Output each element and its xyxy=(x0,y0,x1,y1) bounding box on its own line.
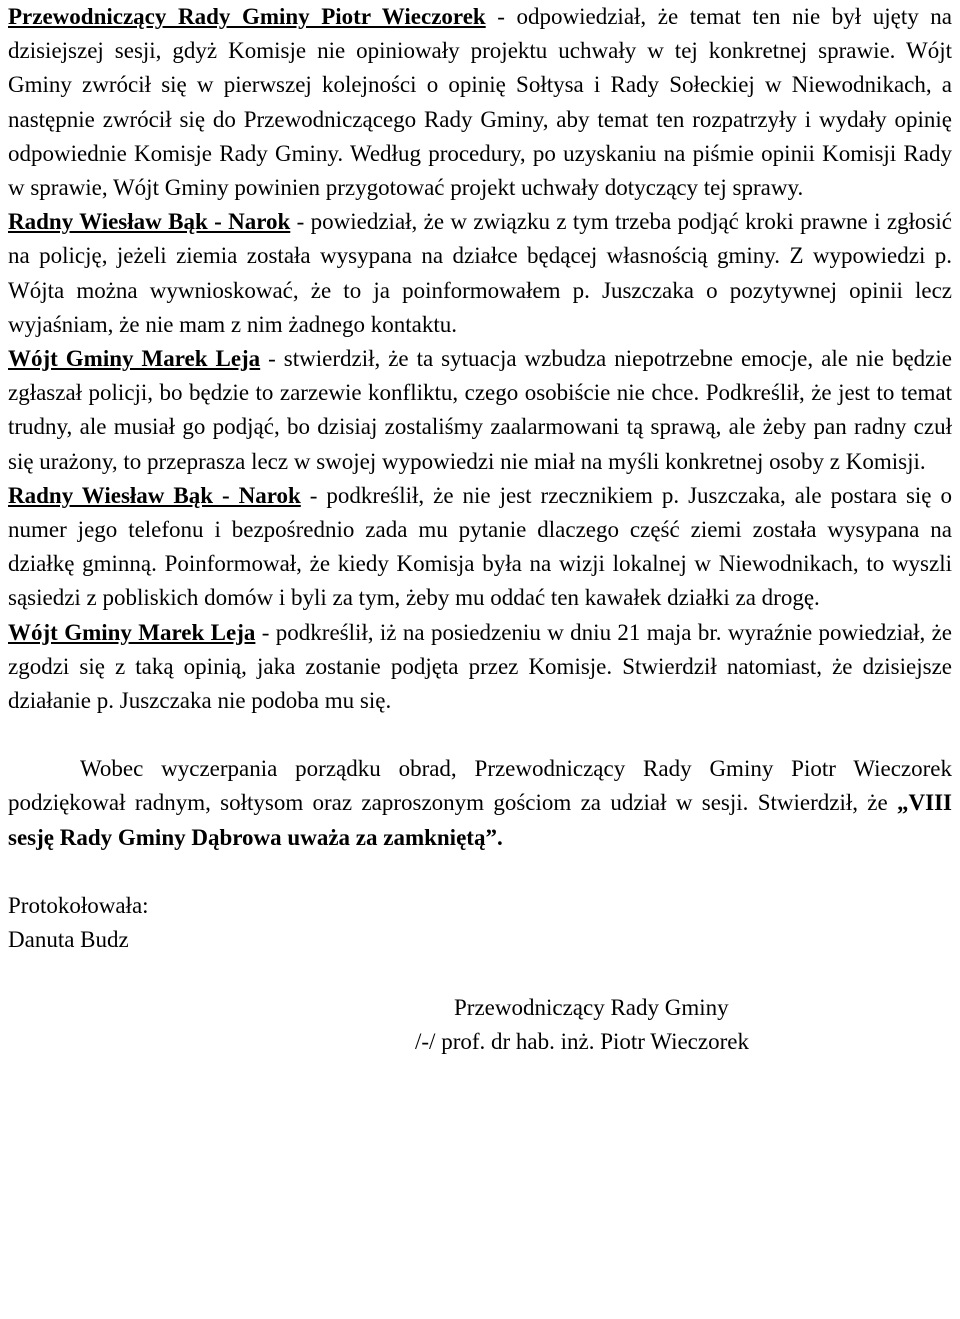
statement-text: - powiedział, że w związku z tym trzeba podjąć kroki prawne i zgłosić na policję, jeżeli ziemia została wysypana na działce będącej własnością gminy. Z wypowiedzi p. Wójta można wywnioskować, że to ja poinformowałem p. Juszczaka o pozytywnej opinii lecz wyjaśniam, że nie mam z nim żadnego kontaktu. xyxy=(8,209,952,337)
paragraph-councilor-2 xyxy=(8,479,952,616)
statement-text: - podkreślił, że nie jest rzecznikiem p. Juszczaka, ale postara się o numer jego telefonu i bezpośrednio zada mu pytanie dlaczego część ziemi została wysypana na działkę gminną. Poinformował, że kiedy Komisja była na wizji lokalnej w Niewodnikach, to wyszli sąsiedzi z pobliskich domów i byli za tym, żeby mu oddać ten kawałek działki za drogę. xyxy=(8,482,952,611)
signature-name: /-/ prof. dr hab. inż. Piotr Wieczorek xyxy=(415,1029,749,1055)
speaker-name: Wójt Gminy Marek Leja xyxy=(8,619,256,645)
closing-bold-text: „VIII sesję Rady Gminy Dąbrowa uważa za zamkniętą”. xyxy=(8,790,952,850)
statement-text: - podkreślił, iż na posiedzeniu w dniu 21 maja br. wyraźnie powiedział, że zgodzi się z taką opinią, jaka zostanie podjęta przez Komisje. Stwierdził natomiast, że dzisiejsze działanie p. Juszczaka nie podoba mu się. xyxy=(8,619,952,714)
spacer xyxy=(8,957,952,991)
paragraph-councilor-1 xyxy=(8,205,952,342)
signature-title: Przewodniczący Rady Gminy xyxy=(454,995,729,1021)
spacer xyxy=(8,718,952,752)
speaker-name: Radny Wiesław Bąk - Narok xyxy=(8,209,291,235)
closing-paragraph xyxy=(8,752,952,855)
recorder-label: Protokołowała: xyxy=(8,892,149,918)
spacer xyxy=(8,855,952,889)
speaker-name: Radny Wiesław Bąk - Narok xyxy=(8,482,301,508)
paragraph-mayor-2 xyxy=(8,616,952,719)
statement-text: - stwierdził, że ta sytuacja wzbudza niepotrzebne emocje, ale nie będzie zgłaszał policji, bo będzie to zarzewie konfliktu, czego osobiście nie chce. Podkreślił, że jest to temat trudny, ale musiał go podjąć, bo dzisiaj zostaliśmy zaalarmowani tą sprawą, ale żeby pan radny czuł się urażony, to przeprasza lecz w swojej wypowiedzi nie miał na myśli konkretnej osoby z Komisji. xyxy=(8,346,952,474)
closing-text: Wobec wyczerpania porządku obrad, Przewodniczący Rady Gminy Piotr Wieczorek podziękował radnym, sołtysom oraz zaproszonym gościom za udział w sesji. Stwierdził, że xyxy=(8,756,952,816)
speaker-name: Przewodniczący Rady Gminy Piotr Wieczorek xyxy=(8,4,486,29)
paragraph-mayor-1 xyxy=(8,342,952,479)
statement-text: - odpowiedział, że temat ten nie był ujęty na dzisiejszej sesji, gdyż Komisje nie opiniowały projektu uchwały w tej konkretnej sprawie. Wójt Gminy zwrócił się w pierwszej kolejności o opinię Sołtysa i Rady Sołeckiej w Niewodnikach, a następnie zwrócił się do Przewodniczącego Rady Gminy, aby temat ten rozpatrzyły i wydały opinię odpowiednie Komisje Rady Gminy. Według procedury, po uzyskaniu na piśmie opinii Komisji Rady w sprawie, Wójt Gminy powinien przygotować projekt uchwały dotyczący tej sprawy. xyxy=(8,4,952,201)
paragraph-chairman xyxy=(8,0,952,205)
speaker-name: Wójt Gminy Marek Leja xyxy=(8,346,261,372)
recorder-name: Danuta Budz xyxy=(8,927,129,953)
